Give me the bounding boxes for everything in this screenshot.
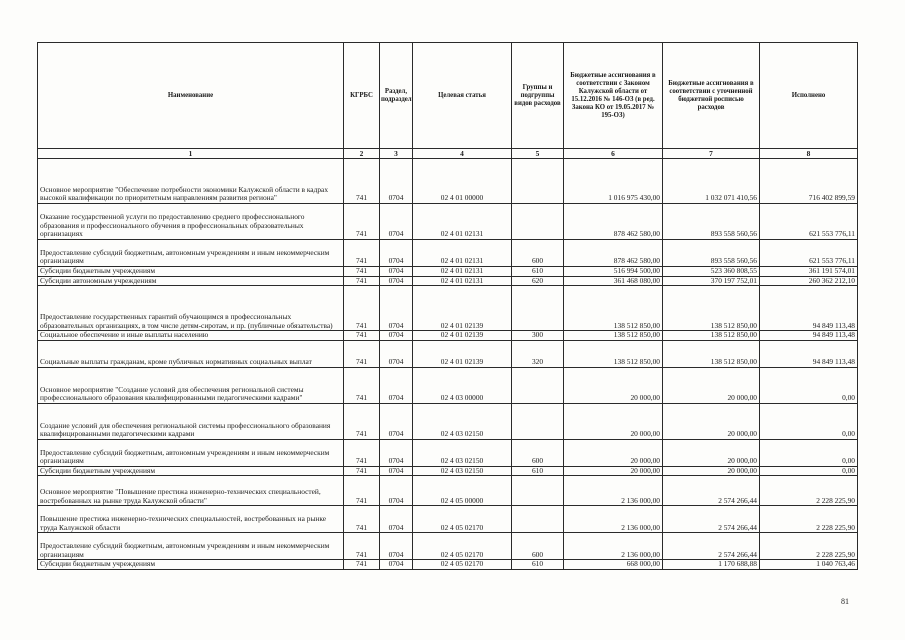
table-row xyxy=(38,466,858,476)
column-number: 4 xyxy=(413,149,512,159)
row-law-amount: 1 016 975 430,00 xyxy=(564,159,663,204)
row-name: Основное мероприятие "Обеспечение потребности экономики Калужской области в кадрах высокой квалификации по приоритетным направлениям развития региона" xyxy=(38,159,344,204)
row-razdel: 0704 xyxy=(380,506,413,533)
row-group: 620 xyxy=(512,276,564,286)
row-law-amount: 878 462 580,00 xyxy=(564,240,663,267)
row-executed-amount: 716 402 899,59 xyxy=(760,159,858,204)
row-executed-amount: 0,00 xyxy=(760,403,858,439)
row-target: 02 4 01 02131 xyxy=(413,240,512,267)
row-razdel: 0704 xyxy=(380,476,413,506)
row-target: 02 4 01 02131 xyxy=(413,267,512,277)
row-group xyxy=(512,286,564,331)
row-law-amount: 668 000,00 xyxy=(564,560,663,570)
row-law-amount: 2 136 000,00 xyxy=(564,533,663,560)
column-number: 1 xyxy=(38,149,344,159)
row-law-amount: 20 000,00 xyxy=(564,439,663,466)
row-name: Повышение престижа инженерно-технических специальностей, востребованных на рынке труда Калужской области xyxy=(38,506,344,533)
table-row xyxy=(38,159,858,204)
row-group xyxy=(512,204,564,240)
row-group xyxy=(512,403,564,439)
table-row xyxy=(38,340,858,367)
header-updated-assign: Бюджетные ассигнования в соответствии с уточненной бюджетной росписью расходов xyxy=(663,43,760,149)
table-row xyxy=(38,476,858,506)
row-group: 320 xyxy=(512,340,564,367)
row-law-amount: 20 000,00 xyxy=(564,367,663,403)
row-kgrbs: 741 xyxy=(344,506,380,533)
table-row xyxy=(38,204,858,240)
row-target: 02 4 05 02170 xyxy=(413,506,512,533)
row-target: 02 4 01 02139 xyxy=(413,340,512,367)
row-executed-amount: 94 849 113,48 xyxy=(760,331,858,341)
row-name: Создание условий для обеспечения региональной системы профессионального образования квалифицированными педагогическими кадрами xyxy=(38,403,344,439)
row-name: Предоставление субсидий бюджетным, автономным учреждениям и иным некоммерческим организациям xyxy=(38,439,344,466)
column-number: 8 xyxy=(760,149,858,159)
column-number: 7 xyxy=(663,149,760,159)
row-kgrbs: 741 xyxy=(344,204,380,240)
row-target: 02 4 01 02139 xyxy=(413,331,512,341)
row-kgrbs: 741 xyxy=(344,267,380,277)
row-group: 610 xyxy=(512,466,564,476)
row-group: 610 xyxy=(512,560,564,570)
row-razdel: 0704 xyxy=(380,331,413,341)
column-number: 2 xyxy=(344,149,380,159)
table-row xyxy=(38,533,858,560)
row-law-amount: 20 000,00 xyxy=(564,403,663,439)
row-name: Субсидии бюджетным учреждениям xyxy=(38,466,344,476)
header-groups: Группы и подгруппы видов расходов xyxy=(512,43,564,149)
row-law-amount: 878 462 580,00 xyxy=(564,204,663,240)
row-group xyxy=(512,159,564,204)
row-updated-amount: 138 512 850,00 xyxy=(663,286,760,331)
row-updated-amount: 20 000,00 xyxy=(663,439,760,466)
row-kgrbs: 741 xyxy=(344,340,380,367)
row-razdel: 0704 xyxy=(380,340,413,367)
header-target: Целевая статья xyxy=(413,43,512,149)
row-updated-amount: 523 360 808,55 xyxy=(663,267,760,277)
row-target: 02 4 05 00000 xyxy=(413,476,512,506)
row-executed-amount: 94 849 113,48 xyxy=(760,340,858,367)
header-executed: Исполнено xyxy=(760,43,858,149)
table-row xyxy=(38,331,858,341)
row-group: 600 xyxy=(512,240,564,267)
row-updated-amount: 20 000,00 xyxy=(663,466,760,476)
row-law-amount: 516 994 500,00 xyxy=(564,267,663,277)
column-number: 3 xyxy=(380,149,413,159)
row-kgrbs: 741 xyxy=(344,159,380,204)
row-group xyxy=(512,367,564,403)
row-kgrbs: 741 xyxy=(344,466,380,476)
row-updated-amount: 2 574 266,44 xyxy=(663,533,760,560)
table-row xyxy=(38,240,858,267)
row-executed-amount: 2 228 225,90 xyxy=(760,476,858,506)
row-name: Социальные выплаты гражданам, кроме публичных нормативных социальных выплат xyxy=(38,340,344,367)
row-razdel: 0704 xyxy=(380,560,413,570)
column-number: 5 xyxy=(512,149,564,159)
row-updated-amount: 370 197 752,01 xyxy=(663,276,760,286)
row-executed-amount: 621 553 776,11 xyxy=(760,240,858,267)
column-numbers-row xyxy=(38,149,858,159)
table-row xyxy=(38,560,858,570)
row-executed-amount: 260 362 212,10 xyxy=(760,276,858,286)
row-law-amount: 138 512 850,00 xyxy=(564,331,663,341)
header-razdel: Раздел, подраздел xyxy=(380,43,413,149)
table-row xyxy=(38,367,858,403)
row-executed-amount: 2 228 225,90 xyxy=(760,506,858,533)
row-kgrbs: 741 xyxy=(344,276,380,286)
row-name: Предоставление субсидий бюджетным, автономным учреждениям и иным некоммерческим организациям xyxy=(38,533,344,560)
row-law-amount: 2 136 000,00 xyxy=(564,506,663,533)
row-razdel: 0704 xyxy=(380,286,413,331)
table-row xyxy=(38,403,858,439)
row-name: Оказание государственной услуги по предоставлению среднего профессионального образования и профессионального обучения в профессиональных образовательных организациях xyxy=(38,204,344,240)
row-group: 600 xyxy=(512,439,564,466)
row-name: Субсидии бюджетным учреждениям xyxy=(38,560,344,570)
row-updated-amount: 138 512 850,00 xyxy=(663,331,760,341)
row-target: 02 4 01 02139 xyxy=(413,286,512,331)
row-group: 600 xyxy=(512,533,564,560)
row-updated-amount: 1 032 071 410,56 xyxy=(663,159,760,204)
row-executed-amount: 0,00 xyxy=(760,439,858,466)
row-updated-amount: 2 574 266,44 xyxy=(663,476,760,506)
row-updated-amount: 2 574 266,44 xyxy=(663,506,760,533)
row-executed-amount: 1 040 763,46 xyxy=(760,560,858,570)
table-row xyxy=(38,506,858,533)
row-target: 02 4 03 02150 xyxy=(413,403,512,439)
row-kgrbs: 741 xyxy=(344,240,380,267)
row-kgrbs: 741 xyxy=(344,560,380,570)
header-law-assign: Бюджетные ассигнования в соответствии с Законом Калужской области от 15.12.2016 № 146-ОЗ (в ред. Закона КО от 19.05.2017 № 195-ОЗ) xyxy=(564,43,663,149)
row-executed-amount: 361 191 574,01 xyxy=(760,267,858,277)
row-target: 02 4 03 00000 xyxy=(413,367,512,403)
row-law-amount: 20 000,00 xyxy=(564,466,663,476)
table-row xyxy=(38,439,858,466)
row-executed-amount: 621 553 776,11 xyxy=(760,204,858,240)
row-executed-amount: 2 228 225,90 xyxy=(760,533,858,560)
row-executed-amount: 0,00 xyxy=(760,367,858,403)
row-kgrbs: 741 xyxy=(344,286,380,331)
row-razdel: 0704 xyxy=(380,367,413,403)
row-target: 02 4 01 00000 xyxy=(413,159,512,204)
row-updated-amount: 893 558 560,56 xyxy=(663,204,760,240)
row-target: 02 4 03 02150 xyxy=(413,466,512,476)
page-number: 81 xyxy=(841,597,849,606)
row-kgrbs: 741 xyxy=(344,533,380,560)
row-target: 02 4 01 02131 xyxy=(413,204,512,240)
row-law-amount: 2 136 000,00 xyxy=(564,476,663,506)
row-group xyxy=(512,476,564,506)
row-name: Социальное обеспечение и иные выплаты населению xyxy=(38,331,344,341)
row-updated-amount: 893 558 560,56 xyxy=(663,240,760,267)
table-row xyxy=(38,267,858,277)
column-number: 6 xyxy=(564,149,663,159)
row-razdel: 0704 xyxy=(380,240,413,267)
table-row xyxy=(38,286,858,331)
row-group: 300 xyxy=(512,331,564,341)
row-name: Основное мероприятие "Создание условий для обеспечения региональной системы профессионального образования квалифицированными педагогическими кадрами" xyxy=(38,367,344,403)
row-updated-amount: 20 000,00 xyxy=(663,403,760,439)
row-kgrbs: 741 xyxy=(344,403,380,439)
row-razdel: 0704 xyxy=(380,204,413,240)
row-razdel: 0704 xyxy=(380,267,413,277)
row-razdel: 0704 xyxy=(380,403,413,439)
row-law-amount: 361 468 080,00 xyxy=(564,276,663,286)
header-kgrbs: КГРБС xyxy=(344,43,380,149)
row-razdel: 0704 xyxy=(380,159,413,204)
row-razdel: 0704 xyxy=(380,533,413,560)
row-group xyxy=(512,506,564,533)
row-kgrbs: 741 xyxy=(344,367,380,403)
row-kgrbs: 741 xyxy=(344,331,380,341)
row-kgrbs: 741 xyxy=(344,476,380,506)
row-razdel: 0704 xyxy=(380,439,413,466)
row-name: Основное мероприятие "Повышение престижа инженерно-технических специальностей, востребованных на рынке труда Калужской области" xyxy=(38,476,344,506)
row-name: Субсидии автономным учреждениям xyxy=(38,276,344,286)
row-target: 02 4 03 02150 xyxy=(413,439,512,466)
row-updated-amount: 1 170 688,88 xyxy=(663,560,760,570)
row-executed-amount: 0,00 xyxy=(760,466,858,476)
row-updated-amount: 20 000,00 xyxy=(663,367,760,403)
row-executed-amount: 94 849 113,48 xyxy=(760,286,858,331)
row-kgrbs: 741 xyxy=(344,439,380,466)
row-razdel: 0704 xyxy=(380,276,413,286)
table-row xyxy=(38,276,858,286)
row-razdel: 0704 xyxy=(380,466,413,476)
row-law-amount: 138 512 850,00 xyxy=(564,286,663,331)
row-target: 02 4 05 02170 xyxy=(413,533,512,560)
row-target: 02 4 05 02170 xyxy=(413,560,512,570)
row-name: Предоставление государственных гарантий обучающимся в профессиональных образовательных организациях, в том числе детям-сиротам, и пр. (публичные обязательства) xyxy=(38,286,344,331)
row-group: 610 xyxy=(512,267,564,277)
row-updated-amount: 138 512 850,00 xyxy=(663,340,760,367)
row-law-amount: 138 512 850,00 xyxy=(564,340,663,367)
row-target: 02 4 01 02131 xyxy=(413,276,512,286)
row-name: Субсидии бюджетным учреждениям xyxy=(38,267,344,277)
row-name: Предоставление субсидий бюджетным, автономным учреждениям и иным некоммерческим организациям xyxy=(38,240,344,267)
header-name: Наименование xyxy=(38,43,344,149)
budget-table xyxy=(37,42,858,570)
